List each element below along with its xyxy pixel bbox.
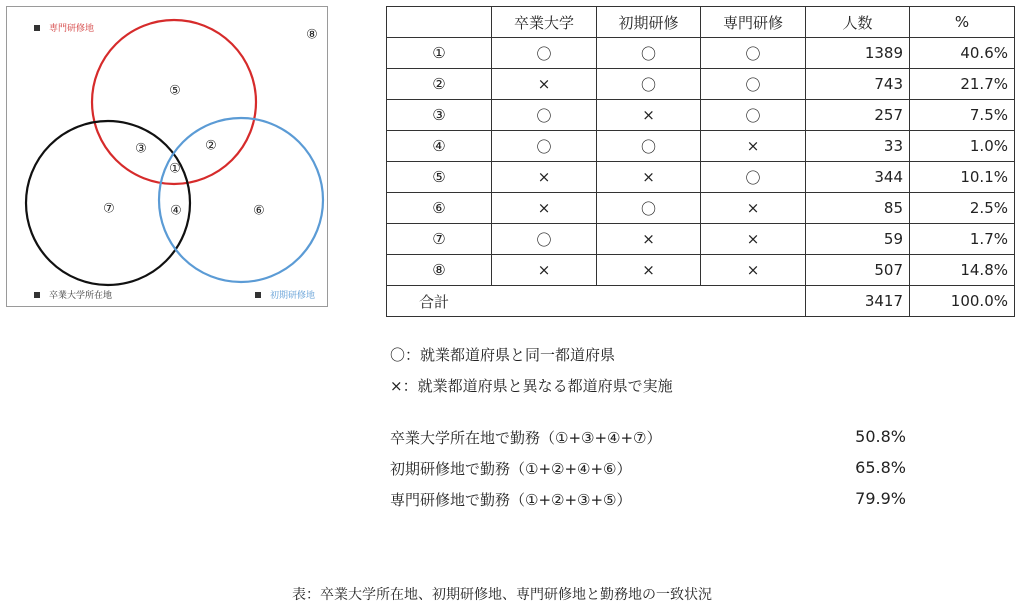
senmon-cell: 〇 bbox=[701, 69, 806, 100]
row-index-cell: ⑦ bbox=[387, 224, 492, 255]
percent-cell: 2.5% bbox=[910, 193, 1015, 224]
legend-marker-icon bbox=[255, 292, 261, 298]
shoki-cell: × bbox=[597, 224, 701, 255]
shoki-cell: 〇 bbox=[597, 69, 701, 100]
rate-value: 50.8% bbox=[855, 427, 906, 446]
header-cell: 人数 bbox=[806, 7, 910, 38]
percent-cell: 40.6% bbox=[910, 38, 1015, 69]
legend-senmon-label: 専門研修地 bbox=[49, 24, 95, 34]
count-cell: 59 bbox=[806, 224, 910, 255]
region-label-8: ⑧ bbox=[306, 27, 318, 43]
sotsugyo-cell: 〇 bbox=[492, 224, 597, 255]
rate-row bbox=[390, 489, 906, 510]
count-cell: 33 bbox=[806, 131, 910, 162]
region-label-1: ① bbox=[169, 161, 181, 177]
rate-value: 65.8% bbox=[855, 458, 906, 477]
table-row bbox=[387, 193, 1015, 224]
table-row bbox=[387, 131, 1015, 162]
rate-row bbox=[390, 458, 906, 479]
sotsugyo-cell: 〇 bbox=[492, 38, 597, 69]
legend-shoki-label: 初期研修地 bbox=[270, 291, 316, 301]
sotsugyo-cell: × bbox=[492, 69, 597, 100]
table-row bbox=[387, 255, 1015, 286]
sotsugyo-cell: × bbox=[492, 162, 597, 193]
count-cell: 507 bbox=[806, 255, 910, 286]
senmon-cell: × bbox=[701, 255, 806, 286]
region-label-2: ② bbox=[205, 138, 217, 154]
shoki-cell: 〇 bbox=[597, 193, 701, 224]
sotsugyo-cell: 〇 bbox=[492, 100, 597, 131]
shoki-cell: 〇 bbox=[597, 131, 701, 162]
percent-cell: 7.5% bbox=[910, 100, 1015, 131]
row-index-cell: ③ bbox=[387, 100, 492, 131]
total-percent: 100.0% bbox=[910, 286, 1015, 317]
legend-sotsugyo-label: 卒業大学所在地 bbox=[49, 291, 113, 301]
table-row bbox=[387, 162, 1015, 193]
match-table bbox=[386, 6, 1015, 317]
senmon-cell: × bbox=[701, 193, 806, 224]
row-index-cell: ⑤ bbox=[387, 162, 492, 193]
shoki-cell: × bbox=[597, 100, 701, 131]
rate-row bbox=[390, 427, 906, 448]
legend-senmon bbox=[34, 21, 94, 34]
table-row bbox=[387, 69, 1015, 100]
shoki-cell: 〇 bbox=[597, 38, 701, 69]
percent-cell: 1.7% bbox=[910, 224, 1015, 255]
legend-marker-icon bbox=[34, 25, 40, 31]
shoki-cell: × bbox=[597, 162, 701, 193]
header-cell: 初期研修 bbox=[597, 7, 701, 38]
rate-value: 79.9% bbox=[855, 489, 906, 508]
sotsugyo-cell: × bbox=[492, 255, 597, 286]
header-cell: 専門研修 bbox=[701, 7, 806, 38]
table-row bbox=[387, 38, 1015, 69]
header-cell bbox=[387, 7, 492, 38]
table-row bbox=[387, 224, 1015, 255]
senmon-cell: 〇 bbox=[701, 100, 806, 131]
figure-caption: 表：卒業大学所在地、初期研修地、専門研修地と勤務地の一致状況 bbox=[292, 587, 712, 603]
percent-cell: 14.8% bbox=[910, 255, 1015, 286]
venn-diagram bbox=[6, 6, 328, 307]
percent-cell: 10.1% bbox=[910, 162, 1015, 193]
header-cell: % bbox=[910, 7, 1015, 38]
count-cell: 344 bbox=[806, 162, 910, 193]
region-label-3: ③ bbox=[135, 141, 147, 157]
table-body bbox=[387, 38, 1015, 286]
row-index-cell: ④ bbox=[387, 131, 492, 162]
shoki-cell: × bbox=[597, 255, 701, 286]
table-header-row bbox=[387, 7, 1015, 38]
note-cross-meaning: ×：就業都道府県と異なる都道府県で実施 bbox=[390, 377, 673, 395]
senmon-cell: 〇 bbox=[701, 38, 806, 69]
count-cell: 1389 bbox=[806, 38, 910, 69]
sotsugyo-cell: × bbox=[492, 193, 597, 224]
rate-label: 初期研修地で勤務（①+②+④+⑥） bbox=[390, 460, 632, 478]
note-circle-meaning: 〇：就業都道府県と同一都道府県 bbox=[390, 346, 616, 364]
count-cell: 85 bbox=[806, 193, 910, 224]
senmon-cell: × bbox=[701, 224, 806, 255]
row-index-cell: ① bbox=[387, 38, 492, 69]
legend-sotsugyo bbox=[34, 288, 112, 301]
count-cell: 257 bbox=[806, 100, 910, 131]
region-label-7: ⑦ bbox=[103, 201, 115, 217]
legend-marker-icon bbox=[34, 292, 40, 298]
rate-label: 卒業大学所在地で勤務（①+③+④+⑦） bbox=[390, 429, 662, 447]
senmon-cell: 〇 bbox=[701, 162, 806, 193]
table-row bbox=[387, 100, 1015, 131]
row-index-cell: ② bbox=[387, 69, 492, 100]
region-label-4: ④ bbox=[170, 203, 182, 219]
percent-cell: 21.7% bbox=[910, 69, 1015, 100]
shoki-circle bbox=[159, 118, 323, 282]
senmon-cell: × bbox=[701, 131, 806, 162]
percent-cell: 1.0% bbox=[910, 131, 1015, 162]
legend-shoki bbox=[255, 288, 315, 301]
row-index-cell: ⑥ bbox=[387, 193, 492, 224]
total-count: 3417 bbox=[806, 286, 910, 317]
region-label-6: ⑥ bbox=[253, 203, 265, 219]
header-cell: 卒業大学 bbox=[492, 7, 597, 38]
sotsugyo-cell: 〇 bbox=[492, 131, 597, 162]
rate-label: 専門研修地で勤務（①+②+③+⑤） bbox=[390, 491, 632, 509]
count-cell: 743 bbox=[806, 69, 910, 100]
venn-circles bbox=[7, 7, 329, 308]
region-label-5: ⑤ bbox=[169, 83, 181, 99]
senmon-circle bbox=[92, 20, 256, 184]
table-total-row bbox=[387, 286, 1015, 317]
total-label: 合計 bbox=[387, 286, 806, 317]
row-index-cell: ⑧ bbox=[387, 255, 492, 286]
